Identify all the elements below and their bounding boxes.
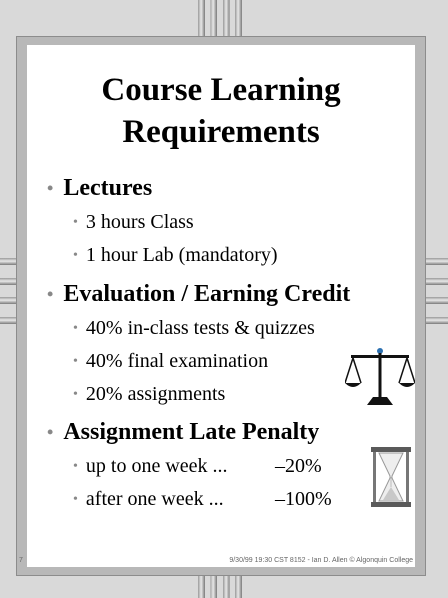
section-late-penalty (47, 419, 319, 446)
bullet-dot: • (73, 214, 78, 230)
bullet-dot: • (73, 491, 78, 507)
title-line-2: Requirements (122, 114, 320, 150)
list-item (73, 211, 194, 234)
bullet-dot: • (73, 247, 78, 263)
section-label: Lectures (63, 175, 153, 201)
penalty-value: –100% (275, 488, 332, 510)
item-text: up to one week ... (85, 455, 228, 477)
slide-frame (16, 36, 426, 576)
bullet-dot: • (47, 178, 54, 198)
list-item (73, 317, 315, 340)
item-text: 40% in-class tests & quizzes (85, 317, 315, 339)
title-line-1: Course Learning (101, 72, 341, 108)
bullet-dot: • (73, 353, 78, 369)
item-text: 1 hour Lab (mandatory) (85, 244, 278, 266)
list-item (73, 244, 278, 267)
bullet-dot: • (47, 422, 54, 442)
bullet-dot: • (47, 284, 54, 304)
section-evaluation (47, 281, 350, 308)
bullet-dot: • (73, 386, 78, 402)
section-lectures (47, 175, 152, 202)
bullet-dot: • (73, 320, 78, 336)
list-item (73, 488, 224, 511)
slide-title (27, 69, 415, 153)
item-text: after one week ... (85, 488, 224, 510)
footer-credit: 9/30/99 19:30 CST 8152 - Ian D. Allen © Algonquin College (229, 557, 413, 564)
list-item (73, 455, 228, 478)
slide (19, 45, 415, 567)
item-text: 40% final examination (85, 350, 269, 372)
item-text: 3 hours Class (85, 211, 194, 233)
bullet-dot: • (73, 458, 78, 474)
section-label: Evaluation / Earning Credit (63, 281, 351, 307)
section-label: Assignment Late Penalty (63, 419, 320, 445)
item-text: 20% assignments (85, 383, 226, 405)
list-item (73, 383, 225, 406)
page-number: 7 (19, 557, 23, 564)
balance-scale-icon (345, 347, 415, 409)
penalty-value: –20% (275, 455, 322, 477)
list-item (73, 350, 268, 373)
right-stripe-decoration (426, 258, 448, 324)
hourglass-icon (371, 447, 411, 507)
